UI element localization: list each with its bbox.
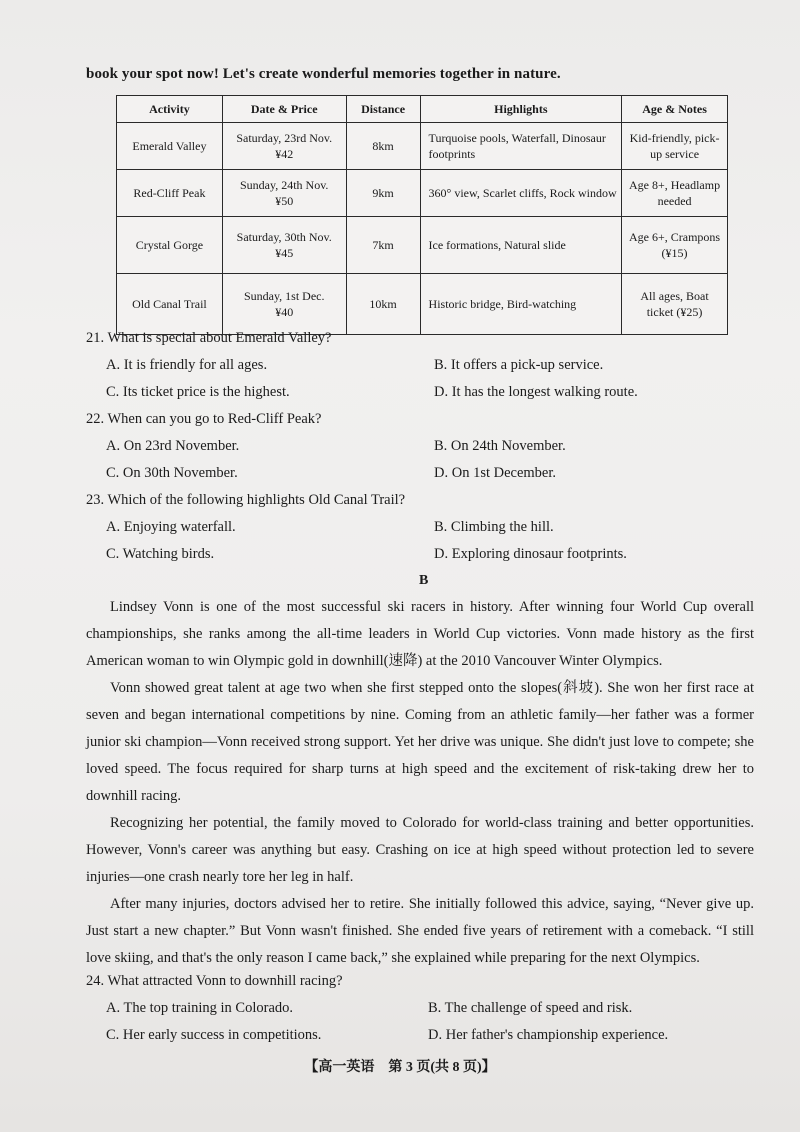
distance-cell: 9km	[346, 170, 420, 217]
passage-paragraph-4: After many injuries, doctors advised her to retire. She initially followed this advice, saying, “Never give up. Just start a new chapter.” But Vonn wasn't finished. She ended five years of retirement with a comeback. “I still love skiing, and that's the only reason I came back,” she explained while preparing for the next Olympics.	[86, 896, 754, 966]
question-22-option-a: A. On 23rd November.	[106, 438, 240, 454]
table-row	[117, 123, 728, 170]
col-header-date-price: Date & Price	[222, 96, 346, 123]
passage-paragraph-2: Vonn showed great talent at age two when she first stepped onto the slopes(斜坡). She won her first race at seven and began international competitions by nine. Coming from an athletic family—her father was a former junior ski champion—Vonn received strong support. Yet her drive was unique. She didn't just love to compete; she loved speed. The focus required for sharp turns at high speed and the excitement of risk-taking drew her to downhill racing.	[86, 680, 754, 804]
activity-table	[116, 95, 728, 335]
price-text: ¥42	[275, 147, 294, 161]
date-price-cell	[222, 217, 346, 274]
highlights-cell: Historic bridge, Bird-watching	[420, 274, 622, 335]
notes-cell: Kid-friendly, pick-up service	[622, 123, 728, 170]
date-text: Saturday, 23rd Nov.	[236, 131, 333, 145]
question-23-option-c: C. Watching birds.	[106, 546, 215, 562]
question-21-option-a: A. It is friendly for all ages.	[106, 357, 268, 373]
question-22-option-b: B. On 24th November.	[434, 438, 566, 454]
table-row	[117, 217, 728, 274]
col-header-highlights: Highlights	[420, 96, 622, 123]
col-header-age-notes: Age & Notes	[622, 96, 728, 123]
col-header-activity: Activity	[117, 96, 223, 123]
passage-paragraph-1: Lindsey Vonn is one of the most successful ski racers in history. After winning four World Cup overall championships, she ranks among the all-time leaders in World Cup victories. Vonn made history as the first American woman to win Olympic gold in downhill(速降) at the 2010 Vancouver Winter Olympics.	[86, 599, 754, 669]
table-header-row	[117, 96, 728, 123]
highlights-cell: Ice formations, Natural slide	[420, 217, 622, 274]
price-text: ¥45	[275, 246, 294, 260]
col-header-distance: Distance	[346, 96, 420, 123]
question-21-option-c: C. Its ticket price is the highest.	[106, 384, 290, 400]
passage-paragraph-3: Recognizing her potential, the family moved to Colorado for world-class training and better opportunities. However, Vonn's career was anything but easy. Crashing on ice at high speed without protection led to severe injuries—one crash nearly tore her leg in half.	[86, 815, 754, 885]
question-24-option-a: A. The top training in Colorado.	[106, 1000, 293, 1016]
question-21-stem: 21. What is special about Emerald Valley?	[86, 330, 332, 346]
date-price-cell	[222, 170, 346, 217]
intro-text: book your spot now! Let's create wonderful memories together in nature.	[86, 66, 561, 82]
notes-cell: Age 8+, Headlamp needed	[622, 170, 728, 217]
question-23-option-a: A. Enjoying waterfall.	[106, 519, 236, 535]
question-23-option-b: B. Climbing the hill.	[434, 519, 554, 535]
date-price-cell	[222, 123, 346, 170]
question-24-option-c: C. Her early success in competitions.	[106, 1027, 322, 1043]
notes-cell: All ages, Boat ticket (¥25)	[622, 274, 728, 335]
table-row	[117, 274, 728, 335]
question-24-option-d: D. Her father's championship experience.	[428, 1027, 669, 1043]
activity-cell: Crystal Gorge	[117, 217, 223, 274]
date-price-cell	[222, 274, 346, 335]
activity-cell: Red-Cliff Peak	[117, 170, 223, 217]
question-24-stem: 24. What attracted Vonn to downhill racing?	[86, 973, 343, 989]
date-text: Sunday, 1st Dec.	[243, 289, 325, 303]
highlights-cell: Turquoise pools, Waterfall, Dinosaur footprints	[420, 123, 622, 170]
activity-cell: Old Canal Trail	[117, 274, 223, 335]
question-21-option-b: B. It offers a pick-up service.	[434, 357, 604, 373]
question-23-stem: 23. Which of the following highlights Old Canal Trail?	[86, 492, 406, 508]
table-row	[117, 170, 728, 217]
question-22-option-c: C. On 30th November.	[106, 465, 238, 481]
notes-cell: Age 6+, Crampons (¥15)	[622, 217, 728, 274]
question-23-option-d: D. Exploring dinosaur footprints.	[434, 546, 627, 562]
section-b-heading: B	[419, 573, 429, 588]
distance-cell: 10km	[346, 274, 420, 335]
price-text: ¥50	[275, 194, 294, 208]
question-22-option-d: D. On 1st December.	[434, 465, 557, 481]
distance-cell: 8km	[346, 123, 420, 170]
price-text: ¥40	[275, 305, 294, 319]
question-21-option-d: D. It has the longest walking route.	[434, 384, 638, 400]
activity-cell: Emerald Valley	[117, 123, 223, 170]
question-24-option-b: B. The challenge of speed and risk.	[428, 1000, 633, 1016]
distance-cell: 7km	[346, 217, 420, 274]
date-text: Saturday, 30th Nov.	[236, 230, 332, 244]
page-footer: 【高一英语 第 3 页(共 8 页)】	[304, 1060, 496, 1075]
question-22-stem: 22. When can you go to Red-Cliff Peak?	[86, 411, 322, 427]
highlights-cell: 360° view, Scarlet cliffs, Rock window	[420, 170, 622, 217]
date-text: Sunday, 24th Nov.	[239, 178, 329, 192]
